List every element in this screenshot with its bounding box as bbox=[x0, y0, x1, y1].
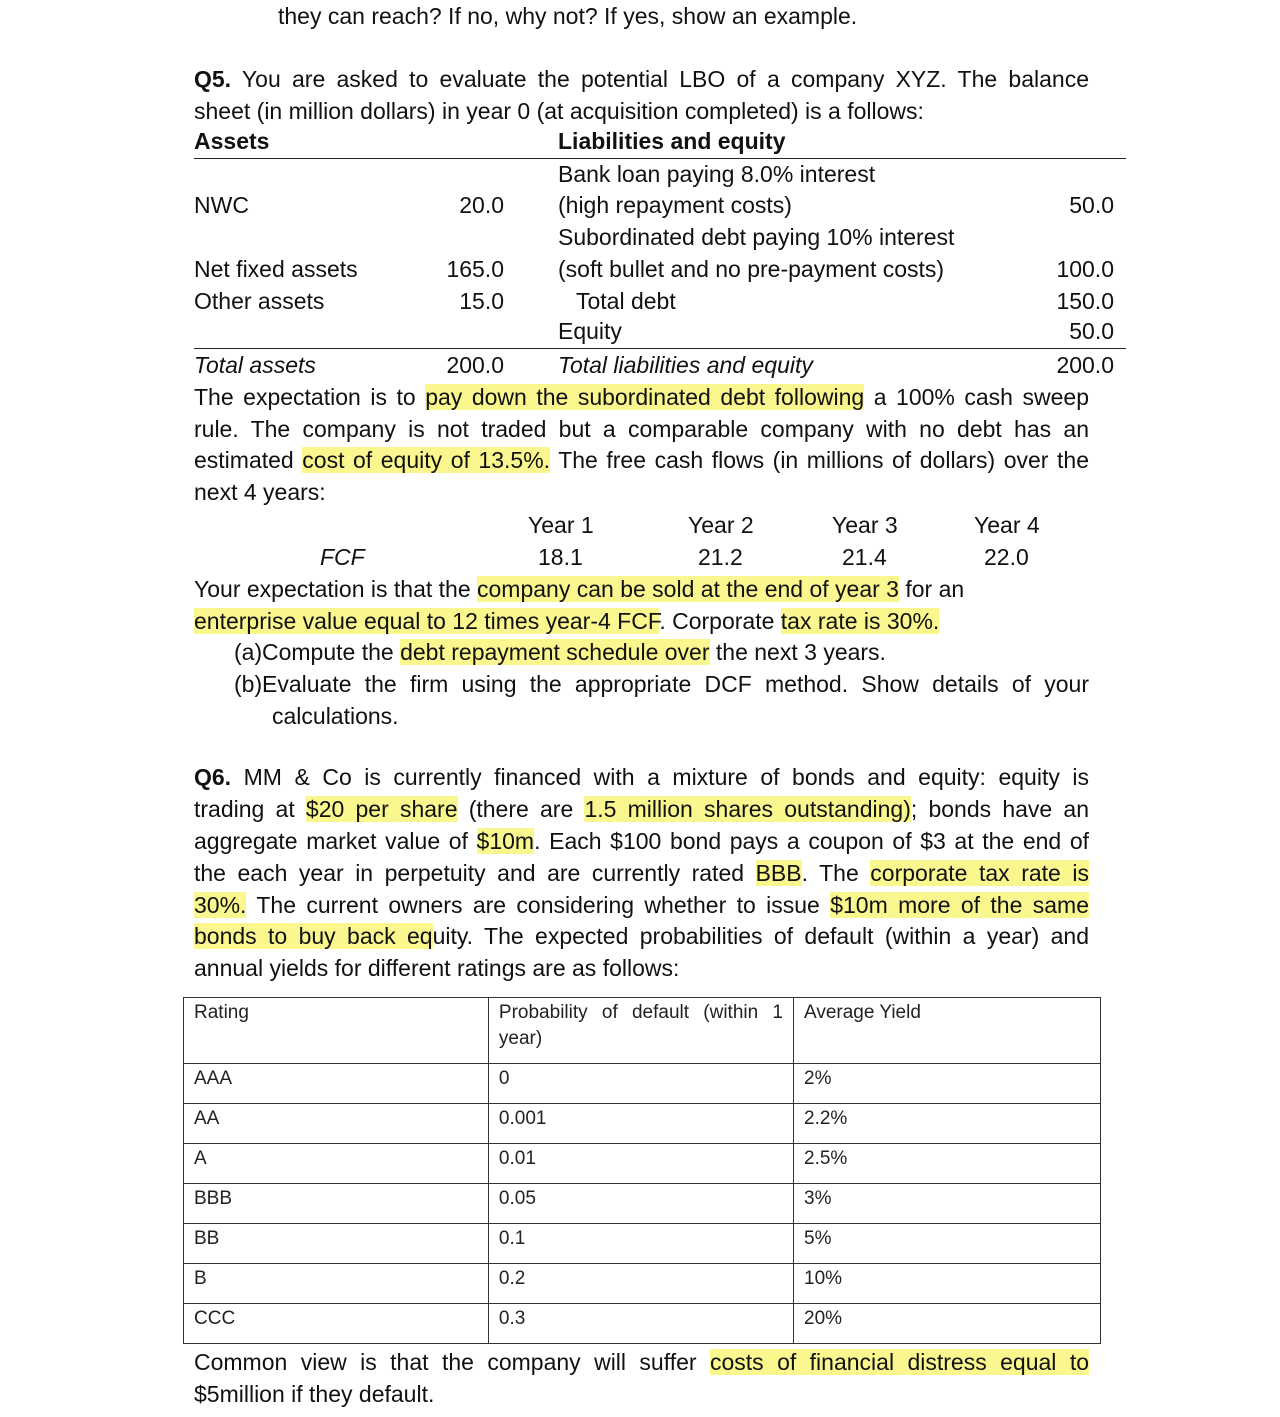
table-cell: BB bbox=[184, 1224, 489, 1264]
table-row bbox=[184, 1264, 1101, 1304]
q5a-text bbox=[262, 636, 886, 668]
highlight: corporate tax rate is bbox=[870, 860, 1089, 886]
fcf-value: 21.2 bbox=[698, 544, 743, 570]
q5-para1-line1 bbox=[194, 381, 1089, 413]
highlight: cost of equity of 13.5%. bbox=[302, 447, 551, 473]
q5-para1-line3 bbox=[194, 444, 1089, 476]
fcf-value: 22.0 bbox=[984, 544, 1029, 570]
total-assets-value: 200.0 bbox=[446, 352, 504, 378]
fcf-label: FCF bbox=[320, 544, 365, 570]
q5b-line1: Evaluate the firm using the appropriate DCF method. Show details of your bbox=[262, 671, 1089, 697]
nfa-value: 165.0 bbox=[446, 256, 504, 282]
q5-label: Q5. bbox=[194, 66, 232, 92]
q5a-label: (a) bbox=[234, 639, 263, 665]
table-row bbox=[184, 1224, 1101, 1264]
fcf-year-header: Year 3 bbox=[832, 512, 898, 538]
table-cell: CCC bbox=[184, 1304, 489, 1344]
q5-line-1 bbox=[194, 63, 1089, 95]
table-row bbox=[184, 1184, 1101, 1224]
q6-closing-line2: $5million if they default. bbox=[194, 1381, 435, 1407]
highlight: tax rate is 30%. bbox=[780, 608, 940, 634]
highlight: debt repayment schedule over bbox=[400, 639, 710, 665]
q5-para2-line1 bbox=[194, 573, 1089, 605]
total-le-label: Total liabilities and equity bbox=[558, 352, 813, 378]
table-cell: 2% bbox=[794, 1064, 1101, 1104]
text-run: aggregate market value of bbox=[194, 828, 477, 854]
text-run: . Corporate bbox=[659, 608, 781, 634]
text-run: Common view is that the company will suffer bbox=[194, 1349, 710, 1375]
total-debt-value: 150.0 bbox=[1056, 288, 1114, 314]
sub-debt-value: 100.0 bbox=[1056, 256, 1114, 282]
equity-label: Equity bbox=[558, 318, 622, 344]
highlight: $20 per share bbox=[305, 796, 458, 822]
sub-debt-line1: Subordinated debt paying 10% interest bbox=[558, 224, 955, 250]
text-run: for an bbox=[898, 576, 965, 602]
q5-para1-line4: next 4 years: bbox=[194, 479, 326, 505]
text-run: the next 3 years. bbox=[709, 639, 886, 665]
text-run: . Each $100 bond pays a coupon of $3 at the end of bbox=[534, 828, 1090, 854]
q5b-label: (b) bbox=[234, 671, 263, 697]
highlight: $10m bbox=[476, 828, 535, 854]
text-run: estimated bbox=[194, 447, 303, 473]
fcf-value: 21.4 bbox=[842, 544, 887, 570]
fcf-value: 18.1 bbox=[538, 544, 583, 570]
table-header-row bbox=[184, 998, 1101, 1064]
table-cell: 5% bbox=[794, 1224, 1101, 1264]
highlight: 1.5 million shares outstanding) bbox=[584, 796, 911, 822]
text-run: uity. The expected probabilities of default (within a year) and bbox=[432, 923, 1089, 949]
fcf-year-header: Year 1 bbox=[528, 512, 594, 538]
sub-debt-line2: (soft bullet and no pre-payment costs) bbox=[558, 256, 945, 282]
nfa-label: Net fixed assets bbox=[194, 256, 358, 282]
liabilities-header: Liabilities and equity bbox=[558, 128, 786, 154]
q5b-line2: calculations. bbox=[272, 703, 399, 729]
q6-line-4 bbox=[194, 857, 1089, 889]
total-le-value: 200.0 bbox=[1056, 352, 1114, 378]
table-cell: 2.2% bbox=[794, 1104, 1101, 1144]
table-row bbox=[184, 1104, 1101, 1144]
total-assets-label: Total assets bbox=[194, 352, 316, 378]
text-run: trading at bbox=[194, 796, 306, 822]
nwc-label: NWC bbox=[194, 192, 249, 218]
table-cell: 10% bbox=[794, 1264, 1101, 1304]
text-run: . The bbox=[801, 860, 871, 886]
table-cell: AA bbox=[184, 1104, 489, 1144]
other-assets-value: 15.0 bbox=[459, 288, 504, 314]
nwc-value: 20.0 bbox=[459, 192, 504, 218]
q6-line-1 bbox=[194, 761, 1089, 793]
intro-line: they can reach? If no, why not? If yes, show an example. bbox=[278, 3, 858, 29]
q5-para1-line2: rule. The company is not traded but a comparable company with no debt has an bbox=[194, 416, 1089, 442]
highlight: bonds to buy back eq bbox=[194, 923, 433, 949]
text-run: (there are bbox=[457, 796, 585, 822]
text-run: Compute the bbox=[262, 639, 401, 665]
q6-line-6 bbox=[194, 920, 1089, 952]
table-header-cell: Probability of default (within 1 year) bbox=[488, 998, 793, 1064]
highlight: company can be sold at the end of year 3 bbox=[477, 576, 899, 602]
table-header-cell: Rating bbox=[184, 998, 489, 1064]
table-cell: 0.001 bbox=[488, 1104, 793, 1144]
table-cell: B bbox=[184, 1264, 489, 1304]
table-cell: 2.5% bbox=[794, 1144, 1101, 1184]
text-run: MM & Co is currently financed with a mixture of bonds and equity: equity is bbox=[231, 764, 1089, 790]
highlight: 30%. bbox=[194, 892, 247, 918]
table-cell: A bbox=[184, 1144, 489, 1184]
table-cell: 0.1 bbox=[488, 1224, 793, 1264]
total-debt-label: Total debt bbox=[576, 288, 676, 314]
q5-line1-text: You are asked to evaluate the potential LBO of a company XYZ. The balance bbox=[231, 66, 1089, 92]
highlight: costs of financial distress equal to bbox=[709, 1349, 1089, 1375]
fcf-year-header: Year 4 bbox=[974, 512, 1040, 538]
text-run: ; bonds have an bbox=[910, 796, 1089, 822]
text-run: the each year in perpetuity and are currently rated bbox=[194, 860, 756, 886]
equity-value: 50.0 bbox=[1069, 318, 1114, 344]
text-run: Your expectation is that the bbox=[194, 576, 478, 602]
table-cell: 20% bbox=[794, 1304, 1101, 1344]
text-run: a 100% cash sweep bbox=[864, 384, 1089, 410]
ratings-table bbox=[183, 997, 1101, 1344]
table-cell: 0.05 bbox=[488, 1184, 793, 1224]
other-assets-label: Other assets bbox=[194, 288, 325, 314]
assets-header: Assets bbox=[194, 128, 270, 154]
bank-loan-line1: Bank loan paying 8.0% interest bbox=[558, 161, 876, 187]
fcf-year-header: Year 2 bbox=[688, 512, 754, 538]
table-cell: 0.01 bbox=[488, 1144, 793, 1184]
q6-line-2 bbox=[194, 793, 1089, 825]
table-row bbox=[184, 1144, 1101, 1184]
table-cell: 0.3 bbox=[488, 1304, 793, 1344]
table-cell: 0 bbox=[488, 1064, 793, 1104]
highlight: pay down the subordinated debt following bbox=[425, 384, 865, 410]
table-header-cell: Average Yield bbox=[794, 998, 1101, 1064]
table-row bbox=[184, 1304, 1101, 1344]
bank-loan-value: 50.0 bbox=[1069, 192, 1114, 218]
q6-line-3 bbox=[194, 825, 1089, 857]
q5-para2-line2 bbox=[194, 605, 1089, 637]
q6-line-5 bbox=[194, 889, 1089, 921]
highlight: $10m more of the same bbox=[830, 892, 1089, 918]
q5-line-2: sheet (in million dollars) in year 0 (at acquisition completed) is a follows: bbox=[194, 98, 924, 124]
bank-loan-line2: (high repayment costs) bbox=[558, 192, 792, 218]
highlight: BBB bbox=[755, 860, 802, 886]
q6-label: Q6. bbox=[194, 764, 232, 790]
table-cell: AAA bbox=[184, 1064, 489, 1104]
table-cell: 0.2 bbox=[488, 1264, 793, 1304]
table-row bbox=[184, 1064, 1101, 1104]
q6-line-7: annual yields for different ratings are as follows: bbox=[194, 955, 680, 981]
text-run: The free cash flows (in millions of dollars) over the bbox=[550, 447, 1090, 473]
q6-closing-line1 bbox=[194, 1346, 1089, 1378]
table-cell: BBB bbox=[184, 1184, 489, 1224]
table-cell: 3% bbox=[794, 1184, 1101, 1224]
text-run: The current owners are considering whether to issue bbox=[246, 892, 831, 918]
highlight: enterprise value equal to 12 times year-4 FCF bbox=[194, 608, 660, 634]
text-run: The expectation is to bbox=[194, 384, 426, 410]
